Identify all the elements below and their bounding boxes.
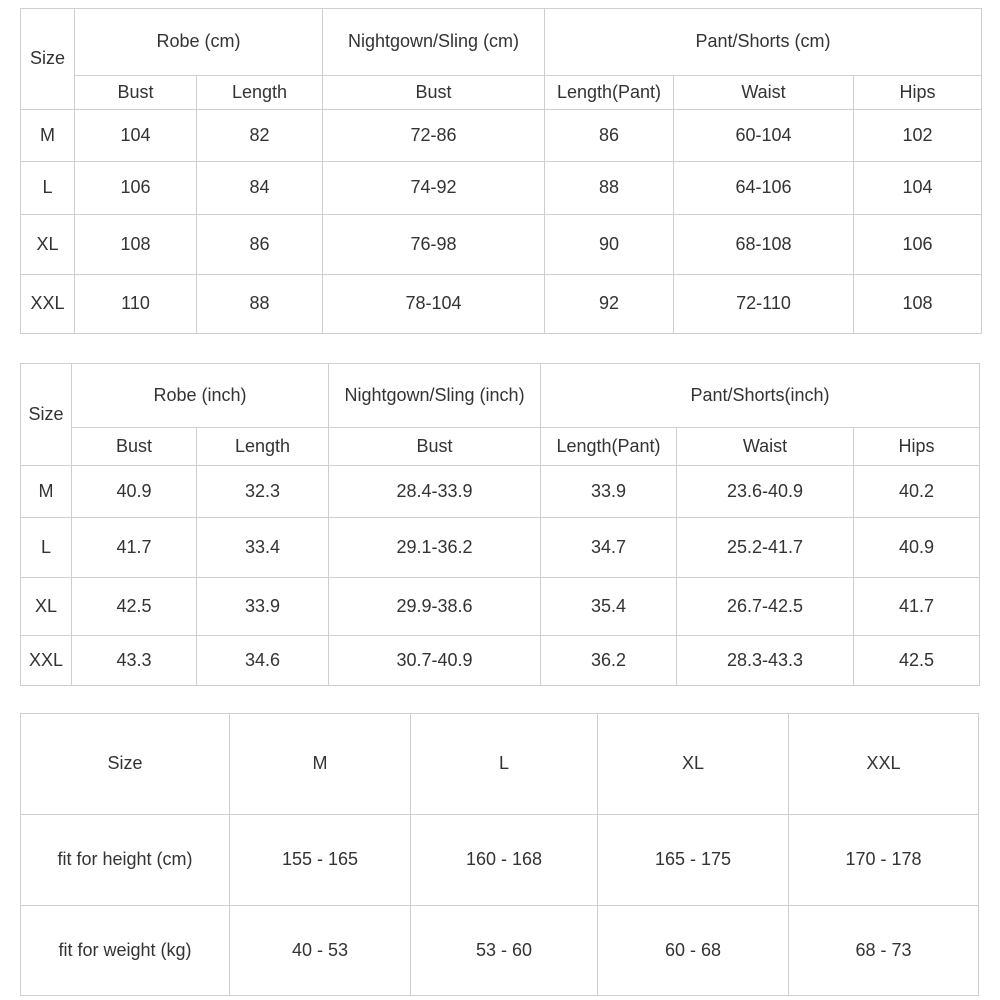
subheader-cell: Waist (674, 76, 854, 110)
size-cell: XL (21, 578, 72, 636)
subheader-cell: Length (197, 76, 323, 110)
table-cell: 42.5 (72, 578, 197, 636)
table-cell: 82 (197, 110, 323, 162)
table-cell: 33.4 (197, 518, 329, 578)
size-header-cell: XXL (789, 714, 979, 815)
table-cell: 86 (197, 215, 323, 275)
row-label-height: fit for height (cm) (21, 815, 230, 906)
table-cell: 36.2 (541, 636, 677, 686)
table-cell: 29.1-36.2 (329, 518, 541, 578)
table-cell: 108 (75, 215, 197, 275)
size-cell: XXL (21, 636, 72, 686)
table-cell: 60 - 68 (598, 906, 789, 996)
table-cell: 40.9 (72, 466, 197, 518)
subheader-cell: Length (197, 428, 329, 466)
table-row (21, 518, 980, 578)
size-header-cell: L (411, 714, 598, 815)
table-cell: 78-104 (323, 275, 545, 334)
size-header: Size (21, 9, 75, 110)
size-header-cell: M (230, 714, 411, 815)
table-row (21, 466, 980, 518)
table-cell: 106 (75, 162, 197, 215)
table-cell: 88 (197, 275, 323, 334)
size-header: Size (21, 714, 230, 815)
table-cell: 72-86 (323, 110, 545, 162)
table-cell: 43.3 (72, 636, 197, 686)
table-row (21, 636, 980, 686)
subheader-cell: Length(Pant) (545, 76, 674, 110)
table-cell: 76-98 (323, 215, 545, 275)
table-cell: 106 (854, 215, 982, 275)
group-header-robe: Robe (cm) (75, 9, 323, 76)
table-cell: 104 (75, 110, 197, 162)
table-cell: 104 (854, 162, 982, 215)
table-cell: 25.2-41.7 (677, 518, 854, 578)
table-cell: 165 - 175 (598, 815, 789, 906)
table-cell: 33.9 (197, 578, 329, 636)
table-cell: 41.7 (854, 578, 980, 636)
table-cell: 29.9-38.6 (329, 578, 541, 636)
table-cell: 34.7 (541, 518, 677, 578)
table-row (21, 578, 980, 636)
table-cell: 88 (545, 162, 674, 215)
table-row (21, 110, 982, 162)
table-cell: 28.3-43.3 (677, 636, 854, 686)
size-cell: XL (21, 215, 75, 275)
table-cell: 108 (854, 275, 982, 334)
size-cell: M (21, 466, 72, 518)
table-cell: 102 (854, 110, 982, 162)
table-cell: 40.2 (854, 466, 980, 518)
group-header-pant: Pant/Shorts(inch) (541, 364, 980, 428)
table-cell: 170 - 178 (789, 815, 979, 906)
size-table-inch (20, 363, 980, 686)
table-cell: 86 (545, 110, 674, 162)
size-cell: M (21, 110, 75, 162)
subheader-cell: Bust (72, 428, 197, 466)
table-cell: 34.6 (197, 636, 329, 686)
table-cell: 160 - 168 (411, 815, 598, 906)
table-row (21, 215, 982, 275)
row-label-weight: fit for weight (kg) (21, 906, 230, 996)
subheader-cell: Hips (854, 76, 982, 110)
table-row (21, 275, 982, 334)
table-cell: 33.9 (541, 466, 677, 518)
table-cell: 40 - 53 (230, 906, 411, 996)
subheader-cell: Length(Pant) (541, 428, 677, 466)
table-cell: 90 (545, 215, 674, 275)
table-cell: 74-92 (323, 162, 545, 215)
subheader-cell: Bust (75, 76, 197, 110)
table-cell: 32.3 (197, 466, 329, 518)
subheader-cell: Hips (854, 428, 980, 466)
table-cell: 35.4 (541, 578, 677, 636)
group-header-robe: Robe (inch) (72, 364, 329, 428)
table-cell: 68 - 73 (789, 906, 979, 996)
table-cell: 30.7-40.9 (329, 636, 541, 686)
size-table-cm (20, 8, 982, 334)
table-cell: 40.9 (854, 518, 980, 578)
table-row (21, 162, 982, 215)
table-header-row (21, 9, 982, 76)
table-cell: 60-104 (674, 110, 854, 162)
table-cell: 41.7 (72, 518, 197, 578)
table-cell: 64-106 (674, 162, 854, 215)
table-cell: 110 (75, 275, 197, 334)
subheader-cell: Bust (323, 76, 545, 110)
subheader-cell: Waist (677, 428, 854, 466)
table-row (21, 815, 979, 906)
table-row (21, 906, 979, 996)
table-subheader-row (21, 428, 980, 466)
group-header-nightgown: Nightgown/Sling (cm) (323, 9, 545, 76)
table-subheader-row (21, 76, 982, 110)
table-cell: 23.6-40.9 (677, 466, 854, 518)
group-header-pant: Pant/Shorts (cm) (545, 9, 982, 76)
size-cell: XXL (21, 275, 75, 334)
table-header-row (21, 714, 979, 815)
size-cell: L (21, 518, 72, 578)
table-cell: 26.7-42.5 (677, 578, 854, 636)
fit-table (20, 713, 979, 996)
table-cell: 53 - 60 (411, 906, 598, 996)
table-cell: 155 - 165 (230, 815, 411, 906)
table-cell: 68-108 (674, 215, 854, 275)
table-cell: 92 (545, 275, 674, 334)
table-cell: 84 (197, 162, 323, 215)
table-cell: 72-110 (674, 275, 854, 334)
table-cell: 42.5 (854, 636, 980, 686)
group-header-nightgown: Nightgown/Sling (inch) (329, 364, 541, 428)
size-header-cell: XL (598, 714, 789, 815)
table-header-row (21, 364, 980, 428)
subheader-cell: Bust (329, 428, 541, 466)
size-cell: L (21, 162, 75, 215)
size-header: Size (21, 364, 72, 466)
table-cell: 28.4-33.9 (329, 466, 541, 518)
